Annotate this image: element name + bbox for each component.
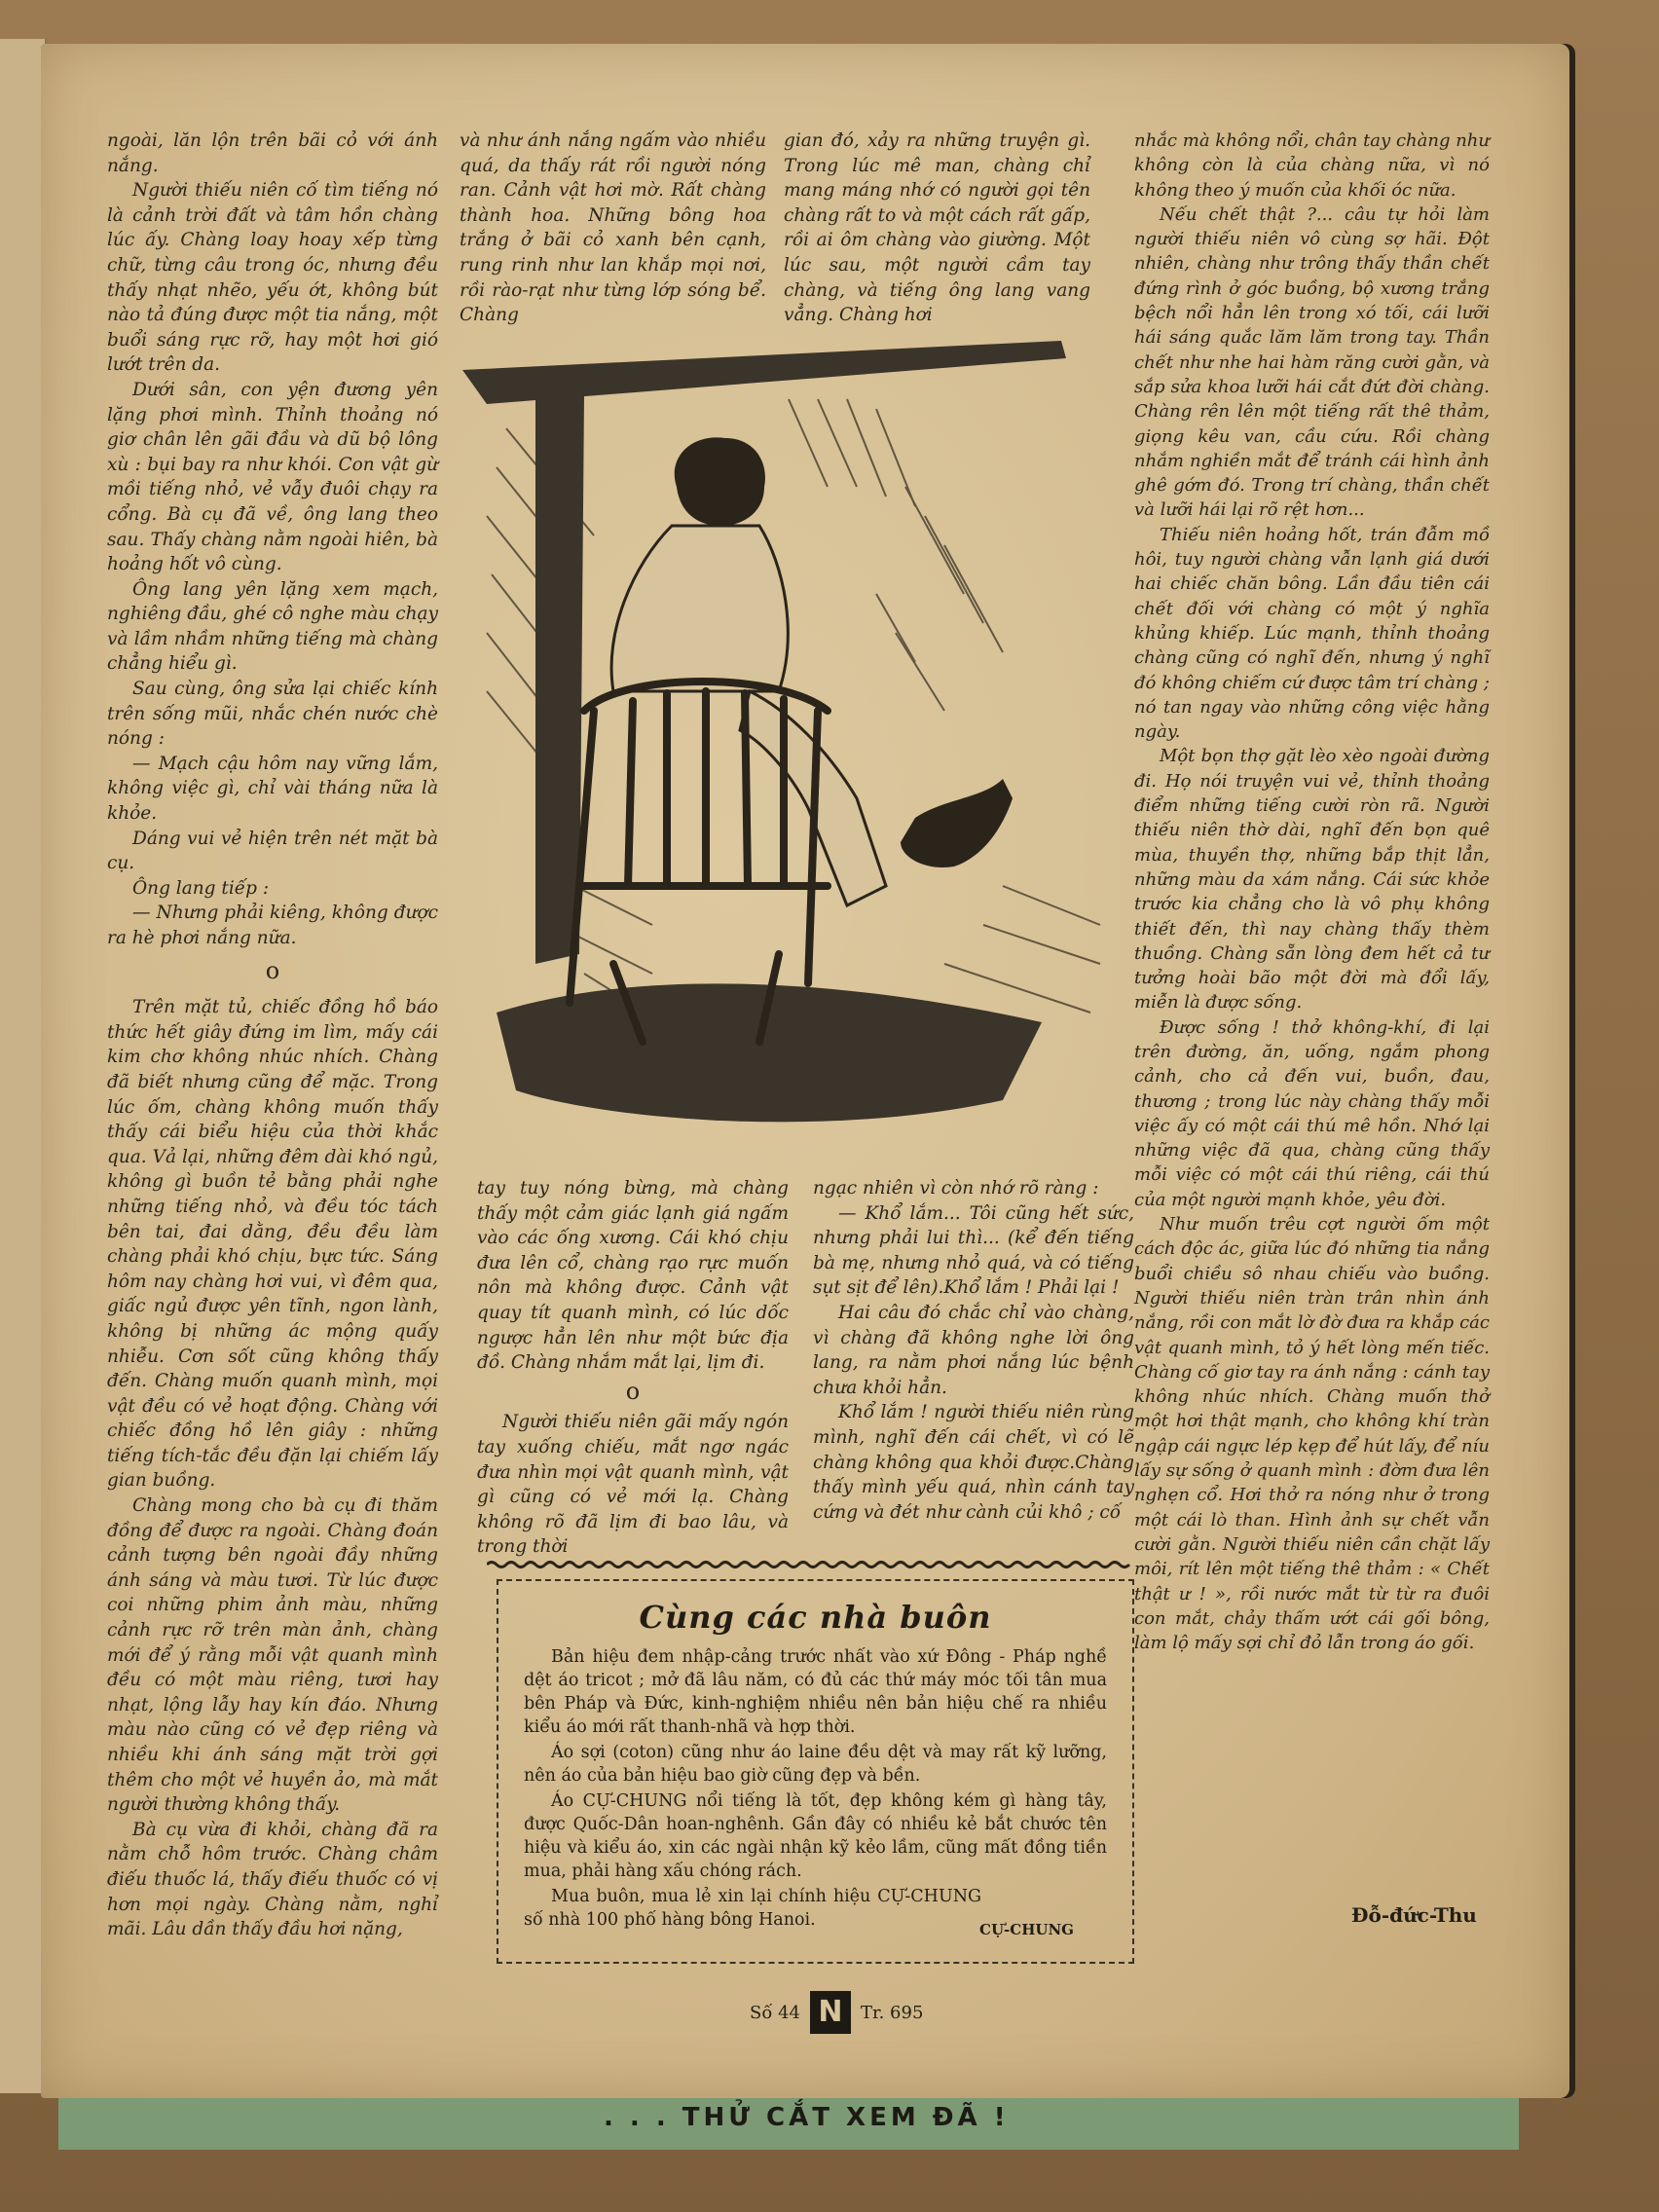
paragraph: Người thiếu niên gãi mấy ngón tay xuống chiếu, mắt ngơ ngác đưa nhìn mọi vật quanh mình, vật gì cũng có vẻ mới lạ. Chàng không rõ đã lịm đi bao lâu, và trong thời [477, 1412, 789, 1558]
column-1 [107, 129, 438, 1942]
paragraph: Một bọn thợ gặt lèo xèo ngoài đường đi. Họ nói truyện vui vẻ, thỉnh thoảng điểm những tiếng cười ròn rã. Người thiếu niên thờ dài, nghĩ đến bọn quê mùa, thuyền thợ, những bắp thịt lẳn, những màu da xám nắng. Cái sức khỏe trước kia chẳng cho là vô phụ không thiết đến, thì nay chàng thấy thèm thuồng. Chàng sẵn lòng đem hết cả tư tưởng hoài bão một đời mà đổi lấy, miễn là được sống. [1134, 746, 1490, 1014]
paragraph: — Khổ lắm... Tôi cũng hết sức, nhưng phải lui thì... (kể đến tiếng bà mẹ, nhưng nhỏ quá, và có tiếng sụt sịt để lên).Khổ lắm ! Phải lại ! [813, 1202, 1134, 1299]
paragraph: và như ánh nắng ngấm vào nhiều quá, da thấy rát rồi người nóng ran. Cảnh vật hơi mờ. Rất chàng thành hoa. Những bông hoa trắng ở bãi cỏ xanh bên cạnh, rung rinh như lan khắp mọi nơi, rồi rào-rạt như từng lớp sóng bể. Chàng [460, 130, 766, 326]
column-2-bottom [477, 1176, 789, 1560]
ad-paragraph: Mua buôn, mua lẻ xin lại chính hiệu CỰ-CHUNG số nhà 100 phố hàng bông Hanoi. [524, 1887, 981, 1930]
illustration-dog [901, 779, 1013, 867]
section-separator: o [625, 1377, 641, 1405]
left-page-edge [0, 39, 47, 2093]
paragraph: Trên mặt tủ, chiếc đồng hồ báo thức hết giây đứng im lìm, mấy cái kim chơ không nhúc nhích. Chàng đã biết nhưng cũng để mặc. Trong lúc ốm, chàng không muốn thấy thấy cái biểu hiệu của thời khắc qua. Vả lại, những đêm dài khó ngủ, không gì buồn tẻ bằng phải nghe những tiếng nhỏ, và đều tóc tách bên tai, đai dằng, đều đều làm chàng phải khó chịu, bực tức. Sáng hôm nay chàng hơi vui, vì đêm qua, giấc ngủ được yên tĩnh, ngon lành, không bị những ác mộng quấy nhiễu. Cơn sốt cũng không thấy đến. Chàng muốn quanh mình, mọi vật đều có vẻ hoạt động. Chàng với chiếc đồng hồ lên giây : những tiếng tích-tắc đều đặn lại chiếm lấy gian buồng. [107, 997, 438, 1492]
paragraph: Như muốn trêu cợt người ốm một cách độc ác, giữa lúc đó những tia nắng buổi chiều sô nhau chiếu vào buồng. Người thiếu niên tràn trân nhìn ánh nắng, rồi con mắt lờ đờ đưa ra khắp các vật quanh mình, tỏ ý hết lòng mến tiếc. Chàng cố giơ tay ra ánh nắng : cánh tay không nhúc nhích. Chàng muốn thở một hơi thật mạnh, cho không khí tràn ngập cái ngực lép kẹp để hút lấy, để níu lấy sự sống ở quanh mình : đờm đưa lên nghẹn cổ. Hơi thở ra nóng như ở trong một cái lò than. Hình ảnh sự chết vẫn cười gằn. Người thiếu niên cần chặt lấy môi, rít lên một tiếng thê thảm : « Chết thật ư ! », rồi nước mắt từ từ ra đuôi con mắt, chảy thấm ướt cái gối bông, làm lộ mấy sợi chỉ đỏ lẫn trong áo gối. [1134, 1214, 1490, 1654]
ad-signature: CỰ-CHUNG [979, 1921, 1074, 1938]
paragraph: Ông lang tiếp : [132, 877, 270, 899]
paragraph: ngoài, lăn lộn trên bãi cỏ với ánh nắng. [107, 130, 438, 176]
paragraph: Khổ lắm ! người thiếu niên rùng mình, nghĩ đến cái chết, vì có lẽ chàng không qua khỏi được.Chàng thấy mình yếu quá, nhìn cánh tay cứng và đét như cành củi khô ; cố [813, 1402, 1134, 1523]
ad-title: Cùng các nhà buôn [639, 1599, 992, 1636]
paragraph: Nếu chết thật ?... câu tự hỏi làm người thiếu niên vô cùng sợ hãi. Đột nhiên, chàng như trông thấy thần chết đứng rình ở góc buồng, bộ xương trắng bệch nổi hẳn lên trong xó tối, cái lưỡi hái sáng quắc lăm lăm trong tay. Thần chết như nhe hai hàm răng cười gằn, và sắp sửa khoa lưỡi hái cắt đứt đời chàng. Chàng rên lên một tiếng rất thê thảm, giọng kêu van, cầu cứu. Rồi chàng nhắm nghiền mắt để tránh cái hình ảnh ghê gớm đó. Trong trí chàng, thần chết và lưỡi hái lại rõ rệt hơn... [1134, 203, 1490, 521]
paragraph: Được sống ! thở không-khí, đi lại trên đường, ăn, uống, ngắm phong cảnh, cho cả đến vui, buồn, đau, thương ; trong lúc này chàng thấy mỗi việc ấy có một cái thú mê hồn. Nhớ lại những việc đã qua, chàng cũng thấy mỗi việc có một cái thú riêng, cái thú của một người mạnh khỏe, yêu đời. [1134, 1016, 1490, 1210]
paragraph: ngạc nhiên vì còn nhớ rõ ràng : [813, 1178, 1099, 1198]
magazine-logo: N [810, 1991, 851, 2034]
ad-paragraph: Áo sợi (coton) cũng như áo laine đều dệt và may rất kỹ lưỡng, nên áo của bản hiệu bao giờ cũng đẹp và bền. [524, 1743, 1107, 1786]
paragraph: nhắc mà không nổi, chân tay chàng như không còn là của chàng nữa, vì nó không theo ý muốn của khối óc nữa. [1134, 130, 1490, 201]
paragraph: Ông lang yên lặng xem mạch, nghiêng đầu, ghé cô nghe màu chạy và lầm nhầm những tiếng mà chàng chẳng hiểu gì. [107, 578, 438, 675]
column-3-bottom [813, 1176, 1134, 1525]
illustration-man-in-chair [458, 341, 1120, 1129]
paragraph: Dưới sân, con yện đương yên lặng phơi mình. Thỉnh thoảng nó giơ chân lên gãi đầu và dũ bộ lông xù : bụi bay ra như khói. Con vật gừ mồi tiếng nhỏ, vẻ vẫy đuôi chạy ra cổng. Bà cụ đã về, ông lang theo sau. Thấy chàng nằm ngoài hiên, bà hoảng hốt vô cùng. [107, 379, 438, 575]
cover-teaser: . . . THỬ CẮT XEM ĐÃ ! [604, 2103, 1010, 2132]
paragraph: — Mạch cậu hôm nay vững lắm, không việc gì, chỉ vài tháng nữa là khỏe. [107, 753, 438, 825]
section-separator: o [265, 956, 280, 984]
paragraph: Người thiếu niên cố tìm tiếng nó là cảnh trời đất và tâm hồn chàng lúc ấy. Chàng loay hoay xếp từng chữ, từng câu trong óc, nhưng đều thấy nhạt nhẽo, yếu ớt, không bút nào tả đúng được một tia nắng, một buổi sáng rực rỡ, hay một hơi gió lướt trên da. [107, 180, 438, 376]
issue-number: Số 44 [750, 2002, 800, 2023]
ad-paragraph: Áo CỰ-CHUNG nổi tiếng là tốt, đẹp không kém gì hàng tây, được Quốc-Dân hoan-nghênh. Gần đây có nhiều kẻ bắt chước tên hiệu và kiểu áo, xin các ngài nhận kỹ kẻo lầm, cũng mất đồng tiền mua, phải hàng xấu chóng rách. [524, 1791, 1107, 1881]
ad-paragraph: Bản hiệu đem nhập-cảng trước nhất vào xứ Đông - Pháp nghề dệt áo tricot ; mở đã lâu năm, có đủ các thứ máy móc tối tân mua bên Pháp và Đức, kinh-nghiệm nhiều nên bản hiệu chế ra nhiều kiểu áo mới rất thanh-nhã và hợp thời. [524, 1647, 1107, 1737]
illustration-head [675, 437, 765, 526]
wavy-divider [487, 1560, 1134, 1569]
column-4 [1134, 129, 1490, 1655]
advertisement-box [497, 1579, 1134, 1964]
page-number: Tr. 695 [860, 2002, 924, 2023]
column-2-top [460, 129, 766, 328]
illustration-body [611, 526, 788, 691]
paragraph: gian đó, xảy ra những truyện gì. Trong lúc mê man, chàng chỉ mang máng nhớ có người gọi tên chàng rất to và một cách rất gấp, rồi ai ôm chàng vào giường. Một lúc sau, một người cầm tay chàng, và tiếng ông lang vang vẳng. Chàng hơi [784, 130, 1090, 326]
paragraph: Dáng vui vẻ hiện trên nét mặt bà cụ. [107, 828, 438, 874]
page-footer [750, 1991, 923, 2034]
column-3-top [784, 129, 1090, 328]
paragraph: Sau cùng, ông sửa lại chiếc kính trên sống mũi, nhắc chén nước chè nóng : [107, 679, 438, 750]
paragraph: — Nhưng phải kiêng, không được ra hè phơi nắng nữa. [107, 903, 438, 948]
paragraph: tay tuy nóng bừng, mà chàng thấy một cảm giác lạnh giá ngấm vào các ống xương. Cái khó chịu đưa lên cổ, chàng rạo rực muốn nôn mà không được. Cảnh vật quay tít quanh mình, có lúc dốc ngược hẳn lên như một bức địa đồ. Chàng nhắm mắt lại, lịm đi. [477, 1178, 789, 1374]
paragraph: Hai câu đó chắc chỉ vào chàng, vì chàng đã không nghe lời ông lang, ra nằm phơi nắng lúc bệnh chưa khỏi hẳn. [813, 1302, 1134, 1398]
paragraph: Thiếu niên hoảng hốt, trán đẫm mồ hôi, tuy người chàng vẫn lạnh giá dưới hai chiếc chăn bông. Lần đầu tiên cái chết đối với chàng có một ý nghĩa khủng khiếp. Lúc mạnh, thỉnh thoảng chàng cũng có nghĩ đến, nhưng ý nghĩ đó không chiếm cứ được tâm trí chàng ; nó tan ngay vào những công việc hằng ngày. [1134, 524, 1490, 743]
paragraph: Bà cụ vừa đi khỏi, chàng đã ra nằm chỗ hôm trước. Chàng châm điếu thuốc lá, thấy điếu thuốc có vị hơn mọi ngày. Chàng nằm, nghỉ mãi. Lâu dần thấy đầu hơi nặng, [107, 1819, 438, 1940]
author-signature: Đỗ-đức-Thu [1351, 1903, 1477, 1927]
paragraph: Chàng mong cho bà cụ đi thăm đồng để được ra ngoài. Chàng đoán cảnh tượng bên ngoài đầy những ánh sáng và màu tươi. Từ lúc được coi những phim ảnh màu, những cảnh rực rỡ trên màn ảnh, chàng mới để ý rằng mỗi vật quanh mình đều có một màu riêng, tươi hay nhạt, lộng lẫy hay kín đáo. Nhưng màu nào cũng có vẻ đẹp riêng và nhiều khi ánh sáng mặt trời gợi thêm cho một vẻ huyền ảo, mà mắt người thường không thấy. [107, 1495, 438, 1816]
